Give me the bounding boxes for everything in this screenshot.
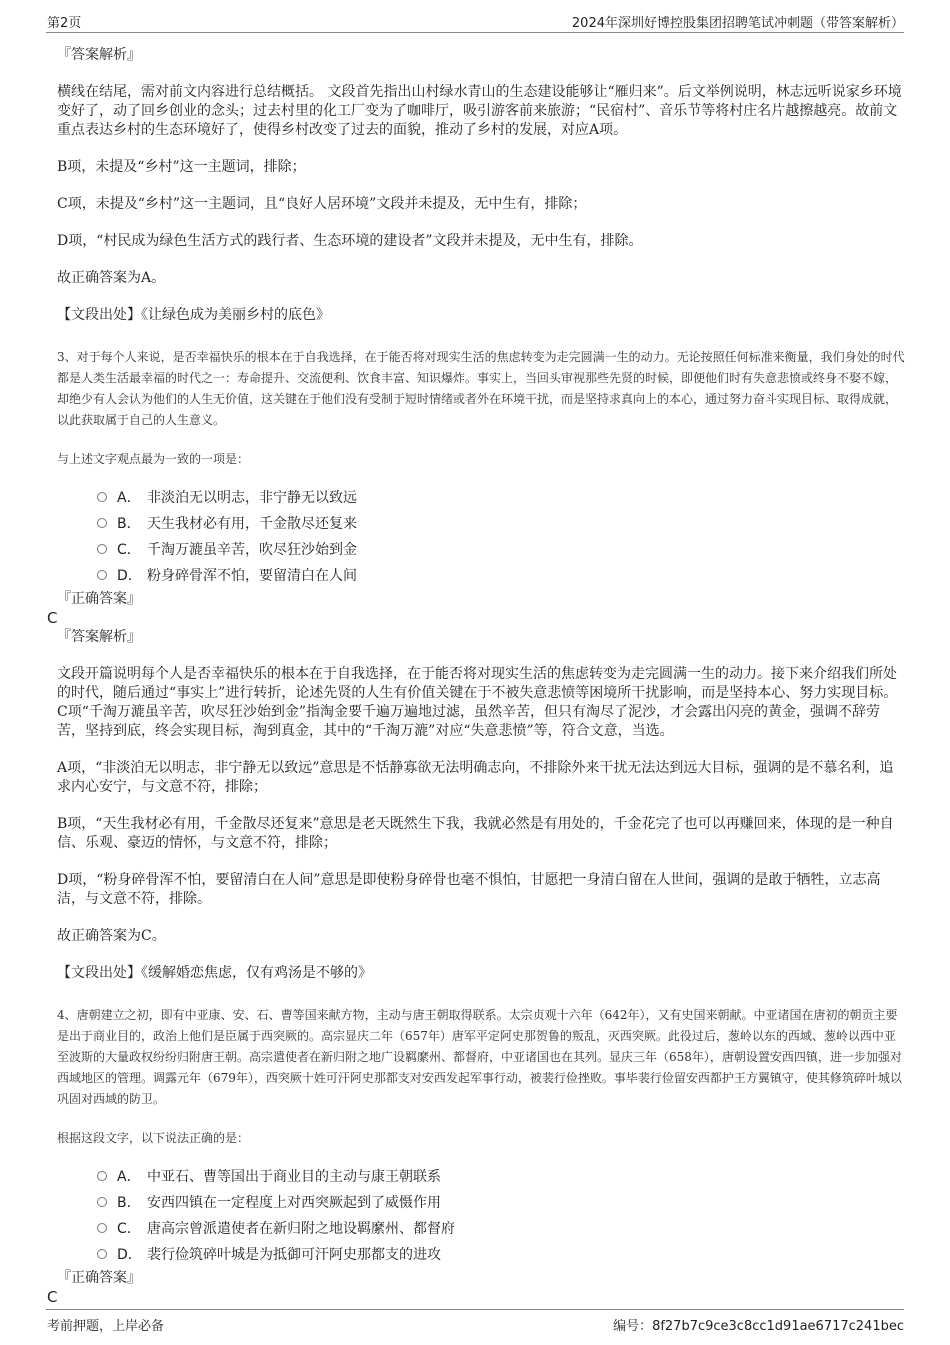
q3-analysis-b: B项，“天生我材必有用，千金散尽还复来”意思是老天既然生下我，我就必然是有用处的，千金花完了也可以再赚回来，体现的是一种自信、乐观、豪迈的情怀，与文意不符，排除； <box>57 816 894 851</box>
q4-answer-label: 『正确答案』 <box>57 1270 141 1286</box>
q4-answer: C <box>47 1288 58 1306</box>
radio-icon[interactable] <box>97 1223 107 1233</box>
page-header <box>0 0 950 34</box>
q2-analysis-label: 『答案解析』 <box>57 47 141 63</box>
radio-icon[interactable] <box>97 1171 107 1181</box>
q3-ask: 与上述文字观点最为一致的一项是： <box>57 452 250 466</box>
q3-source: 【文段出处】《缓解婚恋焦虑，仅有鸡汤是不够的》 <box>57 965 372 981</box>
q4-option-c[interactable]: C． 唐高宗曾派遣使者在新归附之地设羁縻州、都督府 <box>97 1215 905 1241</box>
q4-option-b[interactable]: B． 安西四镇在一定程度上对西突厥起到了威慑作用 <box>97 1189 905 1215</box>
q3-conclusion: 故正确答案为C。 <box>57 928 166 944</box>
header-rule <box>46 32 904 33</box>
q2-source: 【文段出处】《让绿色成为美丽乡村的底色》 <box>57 307 330 323</box>
radio-icon[interactable] <box>97 544 107 554</box>
q3-options <box>97 484 905 588</box>
q2-analysis-c: C项，未提及“乡村”这一主题词，且“良好人居环境”文段并未提及，无中生有，排除； <box>57 196 587 212</box>
q3-analysis: 文段开篇说明每个人是否幸福快乐的根本在于自我选择，在于能否将对现实生活的焦虑转变为走完圆满一生的动力。接下来介绍我们所处的时代，随后通过“事实上”进行转折，论述先贤的人生有价值关键在于不被失意悲愤等困境所干扰影响，而是坚持本心、努力实现目标。C项“千淘万漉虽辛苦，吹尽狂沙始到金”指淘金要千遍万遍地过滤，虽然辛苦，但只有淘尽了泥沙，才会露出闪亮的黄金，强调不辞劳苦，坚持到底，终会实现目标，淘到真金，其中的“千淘万漉”对应“失意悲愤”等，符合文意，当选。 <box>57 666 898 739</box>
q3-answer: C <box>47 609 58 627</box>
radio-icon[interactable] <box>97 1249 107 1259</box>
q3-question: 3、对于每个人来说，是否幸福快乐的根本在于自我选择，在于能否将对现实生活的焦虑转变为走完圆满一生的动力。无论按照任何标准来衡量，我们身处的时代都是人类生活最幸福的时代之一：寿命提升、交流便利、饮食丰富、知识爆炸。事实上，当回头审视那些先贤的时候，即便他们时有失意悲愤或终身不娶不嫁，却绝少有人会认为他们的人生无价值，这关键在于他们没有受制于短时情绪或者外在环境干扰，而是坚持求真向上的本心，通过努力奋斗实现目标、取得成就，以此获取属于自己的人生意义。 <box>57 350 905 427</box>
q3-analysis-d: D项，“粉身碎骨浑不怕，要留清白在人间”意思是即使粉身碎骨也毫不惧怕，甘愿把一身清白留在人世间，强调的是敢于牺牲，立志高洁，与文意不符，排除。 <box>57 872 881 907</box>
q3-option-a[interactable]: A． 非淡泊无以明志，非宁静无以致远 <box>97 484 905 510</box>
radio-icon[interactable] <box>97 570 107 580</box>
page-number: 第2页 <box>47 16 82 31</box>
q4-option-a[interactable]: A． 中亚石、曹等国出于商业目的主动与康王朝联系 <box>97 1163 905 1189</box>
page-footer <box>0 1309 950 1345</box>
q4-option-d[interactable]: D． 裴行俭筑碎叶城是为抵御可汗阿史那都支的进攻 <box>97 1241 905 1267</box>
radio-icon[interactable] <box>97 1197 107 1207</box>
document-id: 编号：8f27b7c9ce3c8cc1d91ae6717c241bec <box>613 1319 904 1334</box>
radio-icon[interactable] <box>97 492 107 502</box>
q3-option-b[interactable]: B． 天生我材必有用，千金散尽还复来 <box>97 510 905 536</box>
q2-analysis: 横线在结尾，需对前文内容进行总结概括。 文段首先指出山村绿水青山的生态建设能够让“雁归来”。后文举例说明，林志远听说家乡环境变好了，动了回乡创业的念头；过去村里的化工厂变为了咖啡厅，吸引游客前来旅游；“民宿村”、音乐节等将村庄名片越擦越亮。故前文重点表达乡村的生态环境好了，使得乡村改变了过去的面貌，推动了乡村的发展，对应A项。 <box>57 84 902 138</box>
q3-option-d[interactable]: D． 粉身碎骨浑不怕，要留清白在人间 <box>97 562 905 588</box>
q2-analysis-d: D项，“村民成为绿色生活方式的践行者、生态环境的建设者”文段并未提及，无中生有，排除。 <box>57 233 643 249</box>
q3-analysis-label: 『答案解析』 <box>57 629 141 645</box>
footer-rule <box>46 1309 904 1310</box>
q2-conclusion: 故正确答案为A。 <box>57 270 166 286</box>
footer-slogan: 考前押题，上岸必备 <box>47 1319 165 1334</box>
q4-question: 4、唐朝建立之初，即有中亚康、安、石、曹等国来献方物，主动与唐王朝取得联系。太宗贞观十六年（642年），又有史国来朝献。中亚诸国在唐初的朝贡主要是出于商业目的，政治上他们是臣属于西突厥的。高宗显庆二年（657年）唐军平定阿史那贺鲁的叛乱，灭西突厥。此役过后，葱岭以东的西域、葱岭以西中亚至波斯的大量政权纷纷归附唐王朝。高宗遣使者在新归附之地广设羁縻州、都督府，中亚诸国也在其列。显庆三年（658年），唐朝设置安西四镇，进一步加强对西域地区的管理。调露元年（679年），西突厥十姓可汗阿史那都支对安西发起军事行动，被裴行俭挫败。事毕裴行俭留安西都护王方翼镇守，使其修筑碎叶城以巩固对西域的防卫。 <box>57 1008 902 1106</box>
page-content <box>47 34 905 1307</box>
q4-options <box>97 1163 905 1267</box>
q3-option-c[interactable]: C． 千淘万漉虽辛苦，吹尽狂沙始到金 <box>97 536 905 562</box>
document-title: 2024年深圳好博控股集团招聘笔试冲刺题（带答案解析） <box>571 16 904 31</box>
q2-analysis-b: B项，未提及“乡村”这一主题词，排除； <box>57 159 306 175</box>
radio-icon[interactable] <box>97 518 107 528</box>
q4-ask: 根据这段文字，以下说法正确的是： <box>57 1131 250 1145</box>
q3-answer-label: 『正确答案』 <box>57 591 141 607</box>
q3-analysis-a: A项，“非淡泊无以明志，非宁静无以致远”意思是不恬静寡欲无法明确志向，不排除外来干扰无法达到远大目标，强调的是不慕名利，追求内心安宁，与文意不符，排除； <box>57 760 894 795</box>
